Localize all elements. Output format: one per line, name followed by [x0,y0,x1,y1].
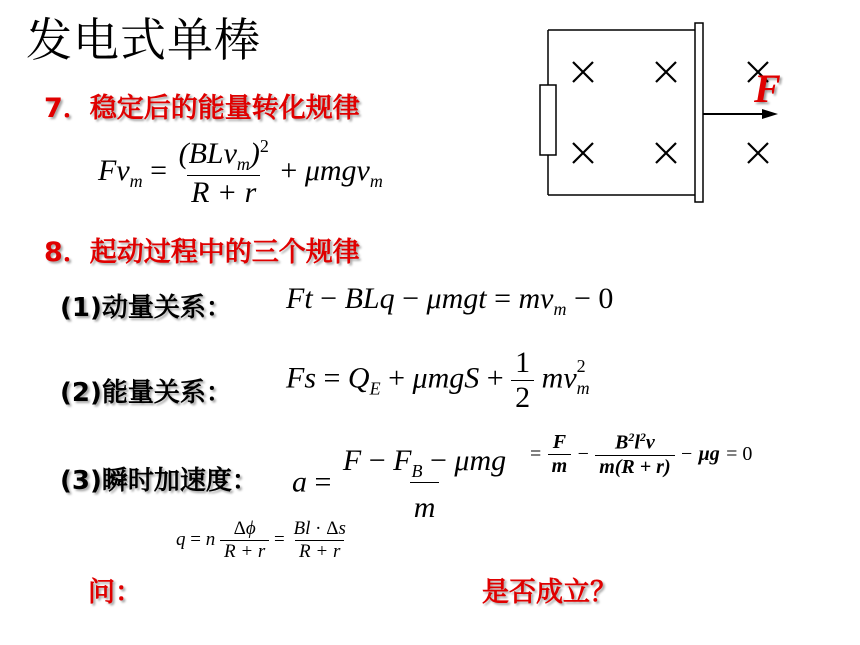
acceleration-label: (3)瞬时加速度： [60,466,258,496]
acceleration-equation: a = $\frac{F - F_B - \mu mg}{m}$ [292,444,507,524]
field-cross [573,143,593,163]
section-7-heading: 7．稳定后的能量转化规律 [44,93,360,124]
magnetic-field-symbols [573,62,768,163]
question-text: 是否成立？ [482,577,617,608]
field-cross [748,143,768,163]
field-cross [573,62,593,82]
force-label: F [754,66,781,111]
slide-title: 发电式单棒 [26,13,261,67]
question-label: 问： [88,577,142,608]
energy-label: (2)能量关系： [60,378,232,408]
circuit-diagram [530,20,830,205]
field-cross [656,143,676,163]
energy-steady-equation: $Fv_m$ = $\frac{(BLv_m)^2}{R + r}$ + μmgv$_m$ [98,136,383,209]
energy-equation: $Fs = Q_E + \mu mgS$ + $\frac{1}{2}$ mv $_{2 m}$ [286,346,590,414]
resistor [540,85,556,155]
conducting-rod [695,23,703,202]
section-8-heading: 8．起动过程中的三个规律 [44,237,360,268]
field-cross [656,62,676,82]
momentum-label: (1)动量关系： [60,293,232,323]
momentum-equation: Ft − BLq − $\mu mgt = mv_m - 0$ [286,282,614,319]
acceleration-expansion: = $\frac{F}{m}$ − $\frac{B^2l^2v}{m(R + r)}$ − μg = 0 [530,430,753,478]
charge-equation: q = n $\frac{\Delta\phi}{R + r}$ = $\frac{Bl \cdot \Delta s}{R + r}$ [176,518,346,562]
